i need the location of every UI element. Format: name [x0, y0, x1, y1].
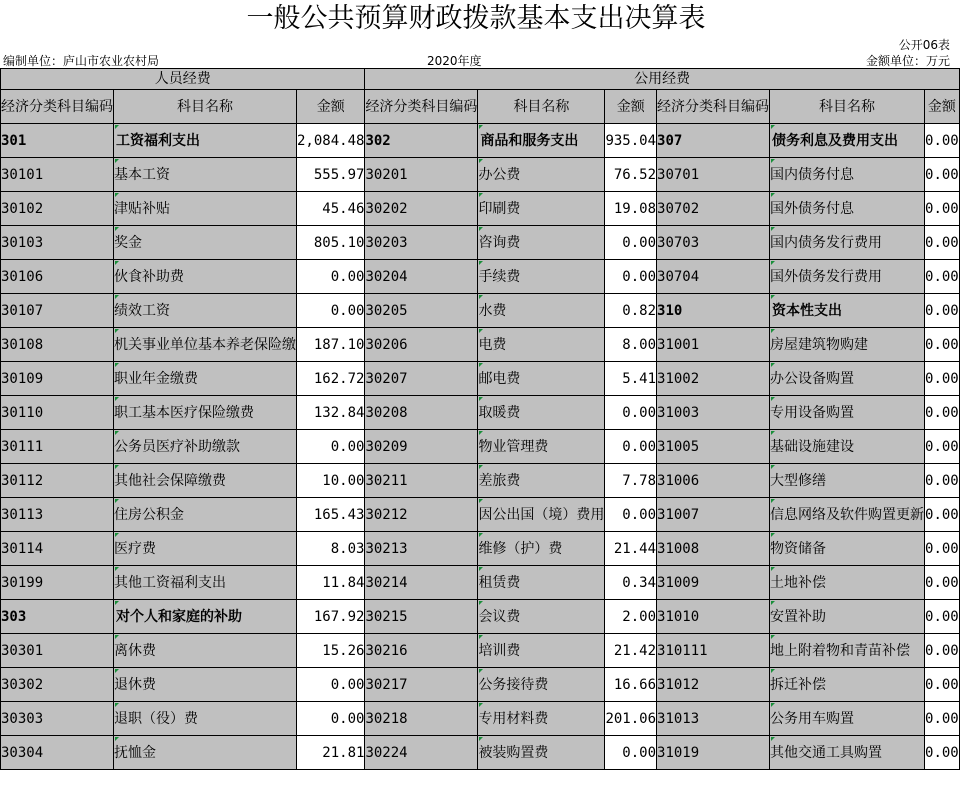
- header-code: 经济分类科目编码: [365, 90, 478, 124]
- economic-code-cell[interactable]: 31005: [657, 430, 770, 464]
- subject-name-cell[interactable]: 津贴补贴: [114, 192, 297, 226]
- subject-name-cell[interactable]: 住房公积金: [114, 498, 297, 532]
- table-number: 公开06表: [898, 38, 950, 52]
- amount-cell[interactable]: 45.46: [297, 192, 365, 226]
- economic-code-cell[interactable]: 30303: [1, 702, 114, 736]
- economic-code-cell[interactable]: 30217: [365, 668, 478, 702]
- subject-name-cell[interactable]: 伙食补助费: [114, 260, 297, 294]
- subject-name-cell[interactable]: 差旅费: [478, 464, 605, 498]
- amount-cell[interactable]: 0.00: [925, 260, 960, 294]
- amount-cell[interactable]: 162.72: [297, 362, 365, 396]
- table-row: [1, 634, 960, 668]
- amount-cell[interactable]: 76.52: [605, 158, 657, 192]
- header-amount: 金额: [925, 90, 960, 124]
- subject-name-cell[interactable]: 其他工资福利支出: [114, 566, 297, 600]
- subject-name-cell[interactable]: 水费: [478, 294, 605, 328]
- table-row: [1, 192, 960, 226]
- table-row: [1, 328, 960, 362]
- amount-cell[interactable]: 7.78: [605, 464, 657, 498]
- subject-name-cell[interactable]: 国外债务付息: [770, 192, 925, 226]
- fiscal-year: 2020年度: [427, 54, 482, 68]
- header-name: 科目名称: [770, 90, 925, 124]
- amount-cell[interactable]: 0.00: [925, 498, 960, 532]
- table-row: [1, 362, 960, 396]
- subject-name-cell[interactable]: 离休费: [114, 634, 297, 668]
- economic-code-cell[interactable]: 30113: [1, 498, 114, 532]
- subject-name-cell[interactable]: 土地补偿: [770, 566, 925, 600]
- amount-cell[interactable]: 2,084.48: [297, 124, 365, 158]
- header-name: 科目名称: [478, 90, 605, 124]
- amount-cell[interactable]: 0.00: [297, 294, 365, 328]
- subject-name-cell[interactable]: 培训费: [478, 634, 605, 668]
- economic-code-cell[interactable]: 31019: [657, 736, 770, 770]
- amount-cell[interactable]: 201.06: [605, 702, 657, 736]
- amount-cell[interactable]: 8.03: [297, 532, 365, 566]
- economic-code-cell[interactable]: 30114: [1, 532, 114, 566]
- table-row: [1, 226, 960, 260]
- amount-cell[interactable]: 21.42: [605, 634, 657, 668]
- subject-name-cell[interactable]: 办公设备购置: [770, 362, 925, 396]
- economic-code-cell[interactable]: 303: [1, 600, 114, 634]
- amount-cell[interactable]: 0.34: [605, 566, 657, 600]
- subject-name-cell[interactable]: 物资储备: [770, 532, 925, 566]
- economic-code-cell[interactable]: 30302: [1, 668, 114, 702]
- amount-cell[interactable]: 0.00: [925, 328, 960, 362]
- amount-cell[interactable]: 0.00: [925, 430, 960, 464]
- economic-code-cell[interactable]: 301: [1, 124, 114, 158]
- economic-code-cell[interactable]: 31003: [657, 396, 770, 430]
- amount-cell[interactable]: 805.10: [297, 226, 365, 260]
- amount-cell[interactable]: 0.00: [605, 226, 657, 260]
- economic-code-cell[interactable]: 310111: [657, 634, 770, 668]
- economic-code-cell[interactable]: 30215: [365, 600, 478, 634]
- subject-name-cell[interactable]: 印刷费: [478, 192, 605, 226]
- amount-cell[interactable]: 0.00: [605, 260, 657, 294]
- table-row: [1, 396, 960, 430]
- economic-code-cell[interactable]: 30213: [365, 532, 478, 566]
- subject-name-cell[interactable]: 安置补助: [770, 600, 925, 634]
- subject-name-cell[interactable]: 工资福利支出: [114, 124, 297, 158]
- economic-code-cell[interactable]: 30108: [1, 328, 114, 362]
- table-row: [1, 532, 960, 566]
- amount-cell[interactable]: 0.00: [925, 736, 960, 770]
- amount-cell[interactable]: 0.00: [925, 226, 960, 260]
- group-header-personnel: 人员经费: [1, 69, 365, 90]
- subject-name-cell[interactable]: 取暖费: [478, 396, 605, 430]
- subject-name-cell[interactable]: 租赁费: [478, 566, 605, 600]
- economic-code-cell[interactable]: 30202: [365, 192, 478, 226]
- economic-code-cell[interactable]: 31012: [657, 668, 770, 702]
- amount-cell[interactable]: 5.41: [605, 362, 657, 396]
- amount-cell[interactable]: 0.00: [605, 736, 657, 770]
- table-row: [1, 600, 960, 634]
- economic-code-cell[interactable]: 30214: [365, 566, 478, 600]
- economic-code-cell[interactable]: 30101: [1, 158, 114, 192]
- subject-name-cell[interactable]: 国内债务发行费用: [770, 226, 925, 260]
- subject-name-cell[interactable]: 物业管理费: [478, 430, 605, 464]
- subject-name-cell[interactable]: 邮电费: [478, 362, 605, 396]
- economic-code-cell[interactable]: 30209: [365, 430, 478, 464]
- amount-cell[interactable]: 0.00: [925, 532, 960, 566]
- economic-code-cell[interactable]: 30211: [365, 464, 478, 498]
- subject-name-cell[interactable]: 被装购置费: [478, 736, 605, 770]
- subject-name-cell[interactable]: 奖金: [114, 226, 297, 260]
- economic-code-cell[interactable]: 307: [657, 124, 770, 158]
- subject-name-cell[interactable]: 机关事业单位基本养老保险缴: [114, 328, 297, 362]
- subject-name-cell[interactable]: 绩效工资: [114, 294, 297, 328]
- amount-cell[interactable]: 0.00: [925, 566, 960, 600]
- economic-code-cell[interactable]: 30224: [365, 736, 478, 770]
- subject-name-cell[interactable]: 债务利息及费用支出: [770, 124, 925, 158]
- amount-cell[interactable]: 0.00: [605, 430, 657, 464]
- amount-cell[interactable]: 187.10: [297, 328, 365, 362]
- subject-name-cell[interactable]: 抚恤金: [114, 736, 297, 770]
- subject-name-cell[interactable]: 电费: [478, 328, 605, 362]
- subject-name-cell[interactable]: 其他交通工具购置: [770, 736, 925, 770]
- table-row: [1, 430, 960, 464]
- economic-code-cell[interactable]: 30112: [1, 464, 114, 498]
- economic-code-cell[interactable]: 31013: [657, 702, 770, 736]
- subject-name-cell[interactable]: 退职（役）费: [114, 702, 297, 736]
- amount-cell[interactable]: 0.00: [925, 294, 960, 328]
- table-row: [1, 668, 960, 702]
- amount-cell[interactable]: 0.00: [297, 702, 365, 736]
- subject-name-cell[interactable]: 拆迁补偿: [770, 668, 925, 702]
- subject-name-cell[interactable]: 国内债务付息: [770, 158, 925, 192]
- subject-name-cell[interactable]: 基础设施建设: [770, 430, 925, 464]
- subject-name-cell[interactable]: 退休费: [114, 668, 297, 702]
- economic-code-cell[interactable]: 30206: [365, 328, 478, 362]
- amount-cell[interactable]: 0.00: [605, 396, 657, 430]
- economic-code-cell[interactable]: 30110: [1, 396, 114, 430]
- subject-name-cell[interactable]: 商品和服务支出: [478, 124, 605, 158]
- subject-name-cell[interactable]: 专用材料费: [478, 702, 605, 736]
- economic-code-cell[interactable]: 30204: [365, 260, 478, 294]
- economic-code-cell[interactable]: 30111: [1, 430, 114, 464]
- economic-code-cell[interactable]: 30301: [1, 634, 114, 668]
- economic-code-cell[interactable]: 31001: [657, 328, 770, 362]
- table-row: [1, 158, 960, 192]
- economic-code-cell[interactable]: 30199: [1, 566, 114, 600]
- amount-cell[interactable]: 0.00: [925, 396, 960, 430]
- table-row: [1, 260, 960, 294]
- subject-name-cell[interactable]: 公务员医疗补助缴款: [114, 430, 297, 464]
- subject-name-cell[interactable]: 职工基本医疗保险缴费: [114, 396, 297, 430]
- economic-code-cell[interactable]: 30208: [365, 396, 478, 430]
- subject-name-cell[interactable]: 医疗费: [114, 532, 297, 566]
- amount-cell[interactable]: 0.82: [605, 294, 657, 328]
- amount-cell[interactable]: 0.00: [925, 702, 960, 736]
- amount-cell[interactable]: 935.04: [605, 124, 657, 158]
- economic-code-cell[interactable]: 31002: [657, 362, 770, 396]
- economic-code-cell[interactable]: 30201: [365, 158, 478, 192]
- economic-code-cell[interactable]: 30103: [1, 226, 114, 260]
- table-row: [1, 464, 960, 498]
- amount-cell[interactable]: 0.00: [925, 158, 960, 192]
- economic-code-cell[interactable]: 30203: [365, 226, 478, 260]
- amount-cell[interactable]: 165.43: [297, 498, 365, 532]
- subject-name-cell[interactable]: 办公费: [478, 158, 605, 192]
- economic-code-cell[interactable]: 30212: [365, 498, 478, 532]
- subject-name-cell[interactable]: 大型修缮: [770, 464, 925, 498]
- economic-code-cell[interactable]: 30216: [365, 634, 478, 668]
- economic-code-cell[interactable]: 30205: [365, 294, 478, 328]
- amount-cell[interactable]: 15.26: [297, 634, 365, 668]
- group-header-public: 公用经费: [365, 69, 959, 90]
- economic-code-cell[interactable]: 31007: [657, 498, 770, 532]
- subject-name-cell[interactable]: 地上附着物和青苗补偿: [770, 634, 925, 668]
- table-row: [1, 498, 960, 532]
- amount-cell[interactable]: 0.00: [925, 668, 960, 702]
- subject-name-cell[interactable]: 维修（护）费: [478, 532, 605, 566]
- economic-code-cell[interactable]: 30703: [657, 226, 770, 260]
- table-row: [1, 736, 960, 770]
- amount-cell[interactable]: 10.00: [297, 464, 365, 498]
- amount-cell[interactable]: 19.08: [605, 192, 657, 226]
- subject-name-cell[interactable]: 公务用车购置: [770, 702, 925, 736]
- header-code: 经济分类科目编码: [1, 90, 114, 124]
- amount-cell[interactable]: 0.00: [925, 192, 960, 226]
- compiling-unit: 编制单位：庐山市农业农村局: [3, 54, 160, 68]
- subject-name-cell[interactable]: 国外债务发行费用: [770, 260, 925, 294]
- subject-name-cell[interactable]: 公务接待费: [478, 668, 605, 702]
- subject-name-cell[interactable]: 会议费: [478, 600, 605, 634]
- table-row: [1, 566, 960, 600]
- economic-code-cell[interactable]: 30702: [657, 192, 770, 226]
- economic-code-cell[interactable]: 30107: [1, 294, 114, 328]
- subject-name-cell[interactable]: 对个人和家庭的补助: [114, 600, 297, 634]
- economic-code-cell[interactable]: 31006: [657, 464, 770, 498]
- subject-name-cell[interactable]: 因公出国（境）费用: [478, 498, 605, 532]
- amount-cell[interactable]: 8.00: [605, 328, 657, 362]
- amount-cell[interactable]: 0.00: [925, 464, 960, 498]
- subject-name-cell[interactable]: 手续费: [478, 260, 605, 294]
- header-amount: 金额: [605, 90, 657, 124]
- economic-code-cell[interactable]: 31008: [657, 532, 770, 566]
- subject-name-cell[interactable]: 职业年金缴费: [114, 362, 297, 396]
- subject-name-cell[interactable]: 信息网络及软件购置更新: [770, 498, 925, 532]
- amount-cell[interactable]: 16.66: [605, 668, 657, 702]
- economic-code-cell[interactable]: 302: [365, 124, 478, 158]
- header-amount: 金额: [297, 90, 365, 124]
- subject-name-cell[interactable]: 其他社会保障缴费: [114, 464, 297, 498]
- economic-code-cell[interactable]: 30106: [1, 260, 114, 294]
- economic-code-cell[interactable]: 30109: [1, 362, 114, 396]
- subject-name-cell[interactable]: 基本工资: [114, 158, 297, 192]
- economic-code-cell[interactable]: 30704: [657, 260, 770, 294]
- economic-code-cell[interactable]: 31010: [657, 600, 770, 634]
- header-name: 科目名称: [114, 90, 297, 124]
- amount-cell[interactable]: 0.00: [925, 362, 960, 396]
- amount-cell[interactable]: 132.84: [297, 396, 365, 430]
- report-title: 一般公共预算财政拨款基本支出决算表: [246, 3, 706, 34]
- subject-name-cell[interactable]: 咨询费: [478, 226, 605, 260]
- amount-cell[interactable]: 21.81: [297, 736, 365, 770]
- economic-code-cell[interactable]: 310: [657, 294, 770, 328]
- table-row: [1, 294, 960, 328]
- amount-cell[interactable]: 0.00: [925, 634, 960, 668]
- amount-cell[interactable]: 21.44: [605, 532, 657, 566]
- amount-unit: 金额单位：万元: [865, 54, 950, 68]
- economic-code-cell[interactable]: 31009: [657, 566, 770, 600]
- amount-cell[interactable]: 0.00: [925, 124, 960, 158]
- amount-cell[interactable]: 11.84: [297, 566, 365, 600]
- amount-cell[interactable]: 0.00: [297, 430, 365, 464]
- amount-cell[interactable]: 167.92: [297, 600, 365, 634]
- economic-code-cell[interactable]: 30304: [1, 736, 114, 770]
- table-row: [1, 124, 960, 158]
- economic-code-cell[interactable]: 30102: [1, 192, 114, 226]
- amount-cell[interactable]: 0.00: [925, 600, 960, 634]
- amount-cell[interactable]: 555.97: [297, 158, 365, 192]
- table-row: [1, 702, 960, 736]
- amount-cell[interactable]: 0.00: [297, 668, 365, 702]
- subject-name-cell[interactable]: 资本性支出: [770, 294, 925, 328]
- amount-cell[interactable]: 0.00: [605, 498, 657, 532]
- amount-cell[interactable]: 2.00: [605, 600, 657, 634]
- subject-name-cell[interactable]: 房屋建筑物购建: [770, 328, 925, 362]
- subject-name-cell[interactable]: 专用设备购置: [770, 396, 925, 430]
- economic-code-cell[interactable]: 30218: [365, 702, 478, 736]
- economic-code-cell[interactable]: 30207: [365, 362, 478, 396]
- header-code: 经济分类科目编码: [657, 90, 770, 124]
- expenditure-table: [0, 68, 960, 770]
- economic-code-cell[interactable]: 30701: [657, 158, 770, 192]
- amount-cell[interactable]: 0.00: [297, 260, 365, 294]
